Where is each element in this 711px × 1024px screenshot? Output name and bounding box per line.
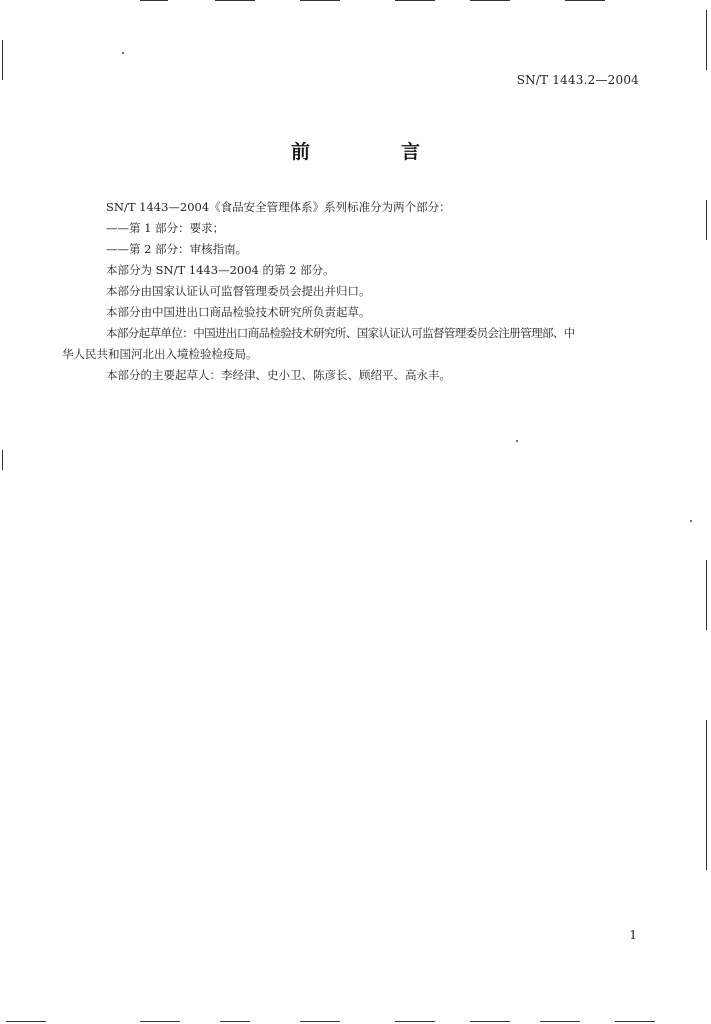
scan-edge-mark <box>615 1021 655 1022</box>
paragraph: ——第 1 部分：要求； <box>106 221 225 235</box>
scan-edge-mark <box>2 40 3 80</box>
paragraph: 本部分为 SN/T 1443—2004 的第 2 部分。 <box>106 263 335 277</box>
scan-speck <box>516 440 518 442</box>
paragraph: 本部分由国家认证认可监督管理委员会提出并归口。 <box>106 284 371 298</box>
paragraph-line: 本部分起草单位：中国进出口商品检验技术研究所、国家认证认可监督管理委员会注册管理部、中 <box>106 326 575 340</box>
page-number: 1 <box>629 928 637 942</box>
foreword-body <box>62 197 644 386</box>
standard-number: SN/T 1443.2—2004 <box>516 73 639 87</box>
scan-edge-mark <box>2 450 3 470</box>
scan-edge-mark <box>706 10 707 70</box>
scan-edge-mark <box>300 1021 340 1022</box>
page-title: 前 言 <box>290 141 456 163</box>
scan-edge-mark <box>706 720 707 870</box>
paragraph: 本部分的主要起草人：李经津、史小卫、陈彦长、顾绍平、高永丰。 <box>106 368 451 382</box>
scan-edge-mark <box>395 1021 435 1022</box>
scan-speck <box>690 520 692 522</box>
paragraph: 本部分由中国进出口商品检验技术研究所负责起草。 <box>106 305 371 319</box>
scan-speck <box>122 52 124 54</box>
scan-edge-mark <box>140 1021 180 1022</box>
scan-edge-mark <box>215 0 255 1</box>
scan-edge-mark <box>140 0 168 1</box>
scan-edge-mark <box>6 1021 46 1022</box>
paragraph-drafting-units <box>62 323 644 365</box>
scan-edge-mark <box>565 0 605 1</box>
scan-edge-mark <box>540 1021 580 1022</box>
paragraph: ——第 2 部分：审核指南。 <box>106 242 248 256</box>
scan-edge-mark <box>220 1021 250 1022</box>
scan-edge-mark <box>395 0 435 1</box>
paragraph: SN/T 1443—2004《食品安全管理体系》系列标准分为两个部分： <box>106 200 451 214</box>
scan-edge-mark <box>706 200 707 240</box>
paragraph-line: 华人民共和国河北出入境检验检疫局。 <box>62 347 258 361</box>
scan-edge-mark <box>706 560 707 630</box>
scan-edge-mark <box>470 1021 510 1022</box>
scan-edge-mark <box>300 0 340 1</box>
scan-edge-mark <box>470 0 510 1</box>
